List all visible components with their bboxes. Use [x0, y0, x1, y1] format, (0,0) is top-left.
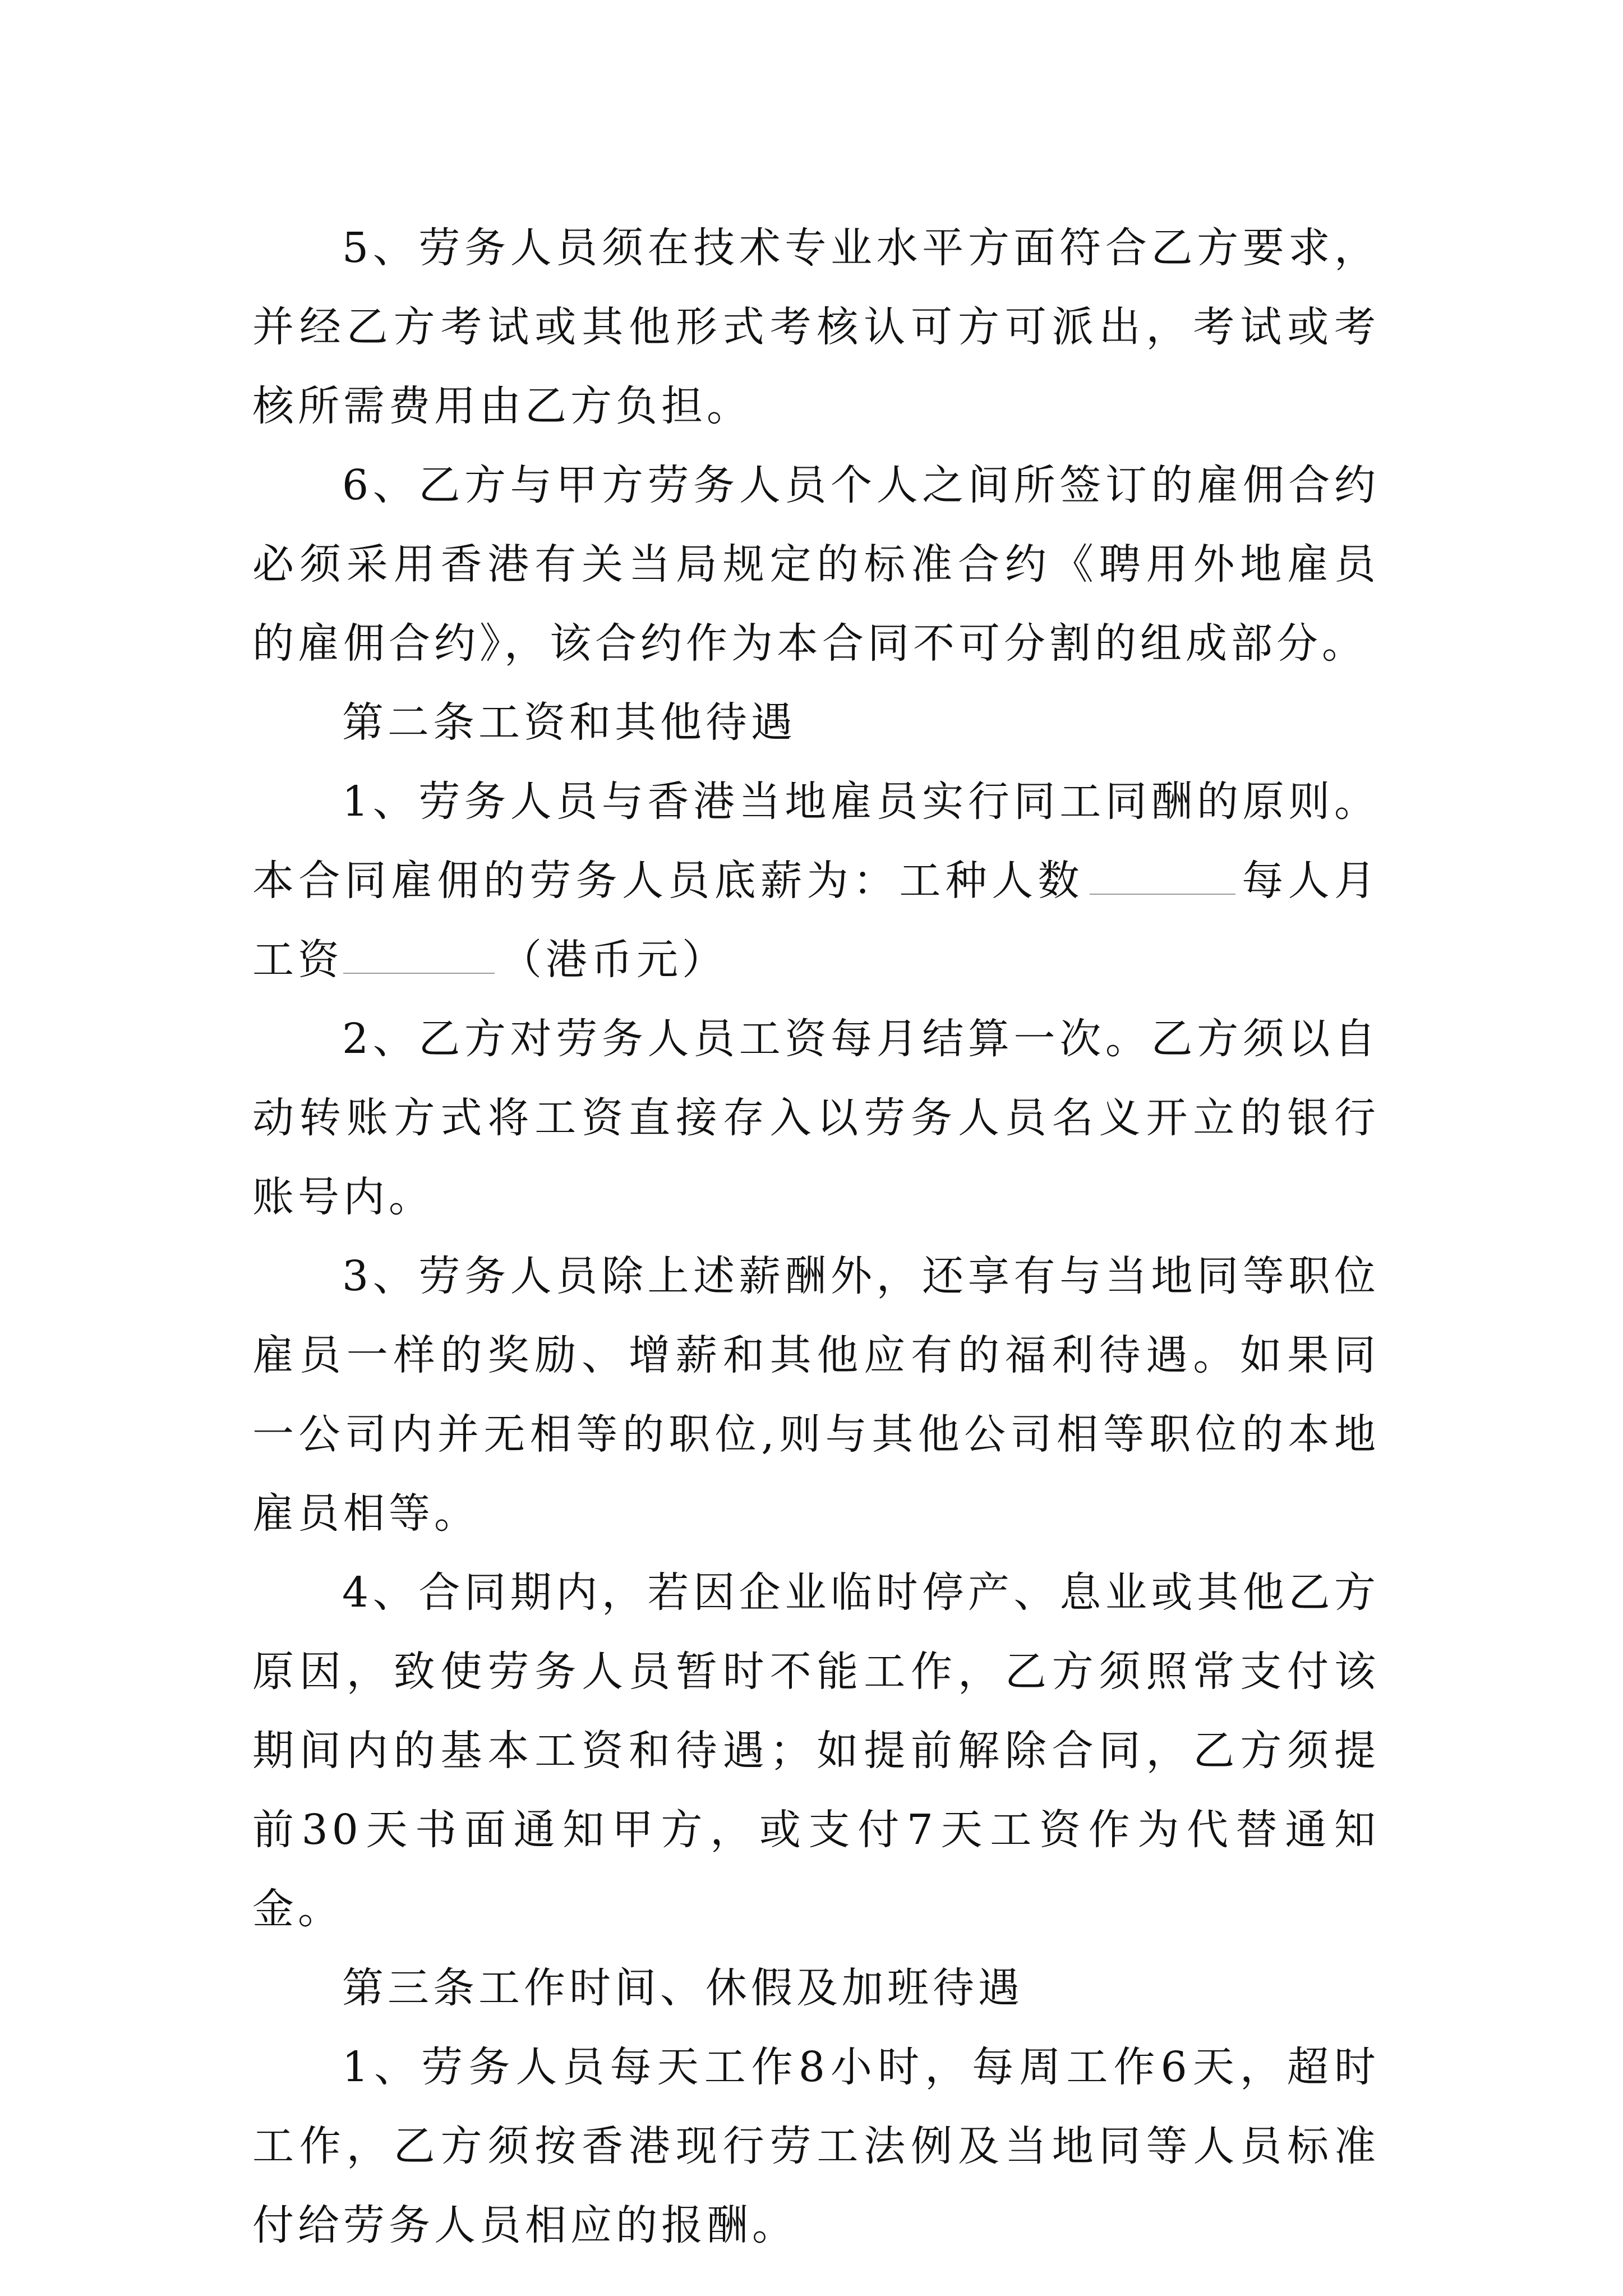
section-2-heading: 第二条工资和其他待遇 — [342, 698, 796, 747]
clause-6: 6、乙方与甲方劳务人员个人之间所签订的雇佣合约必须采用香港有关当局规定的标准合约《聘用外地雇员的雇佣合约》，该合约作为本合同不可分割的组成部分。 — [252, 461, 1380, 668]
section-2-item-4: 4、合同期内，若因企业临时停产、息业或其他乙方原因，致使劳务人员暂时不能工作，乙方须照常支付该期间内的基本工资和待遇；如提前解除合同，乙方须提前30天书面通知甲方，或支付7天工资作为代替通知金。 — [252, 1568, 1380, 1933]
document-body — [252, 209, 1380, 2265]
clause-5: 5、劳务人员须在技术专业水平方面符合乙方要求，并经乙方考试或其他形式考核认可方可派出，考试或考核所需费用由乙方负担。 — [252, 224, 1380, 430]
monthly-wage-blank — [343, 931, 495, 974]
section-2-item-2: 2、乙方对劳务人员工资每月结算一次。乙方须以自动转账方式将工资直接存入以劳务人员名义开立的银行账号内。 — [252, 1015, 1380, 1221]
item-1-text-a: 1、劳务人员与香港当地雇员实行同工同酬的原则。本合同雇佣的劳务人员底薪为：工种人数 — [252, 777, 1380, 905]
headcount-blank — [1090, 852, 1235, 895]
item-1-text-b: 每人月工资 — [252, 857, 1380, 984]
section-3-heading: 第三条工作时间、休假及加班待遇 — [342, 1964, 1023, 2012]
section-2-item-3: 3、劳务人员除上述薪酬外，还享有与当地同等职位雇员一样的奖励、增薪和其他应有的福利待遇。如果同一公司内并无相等的职位,则与其他公司相等职位的本地雇员相等。 — [252, 1252, 1380, 1538]
section-3-item-1: 1、劳务人员每天工作8小时，每周工作6天，超时工作，乙方须按香港现行劳工法例及当地同等人员标准付给劳务人员相应的报酬。 — [252, 2043, 1380, 2249]
item-1-text-c: （港币元） — [500, 936, 727, 984]
section-2-item-1 — [252, 762, 1380, 1000]
